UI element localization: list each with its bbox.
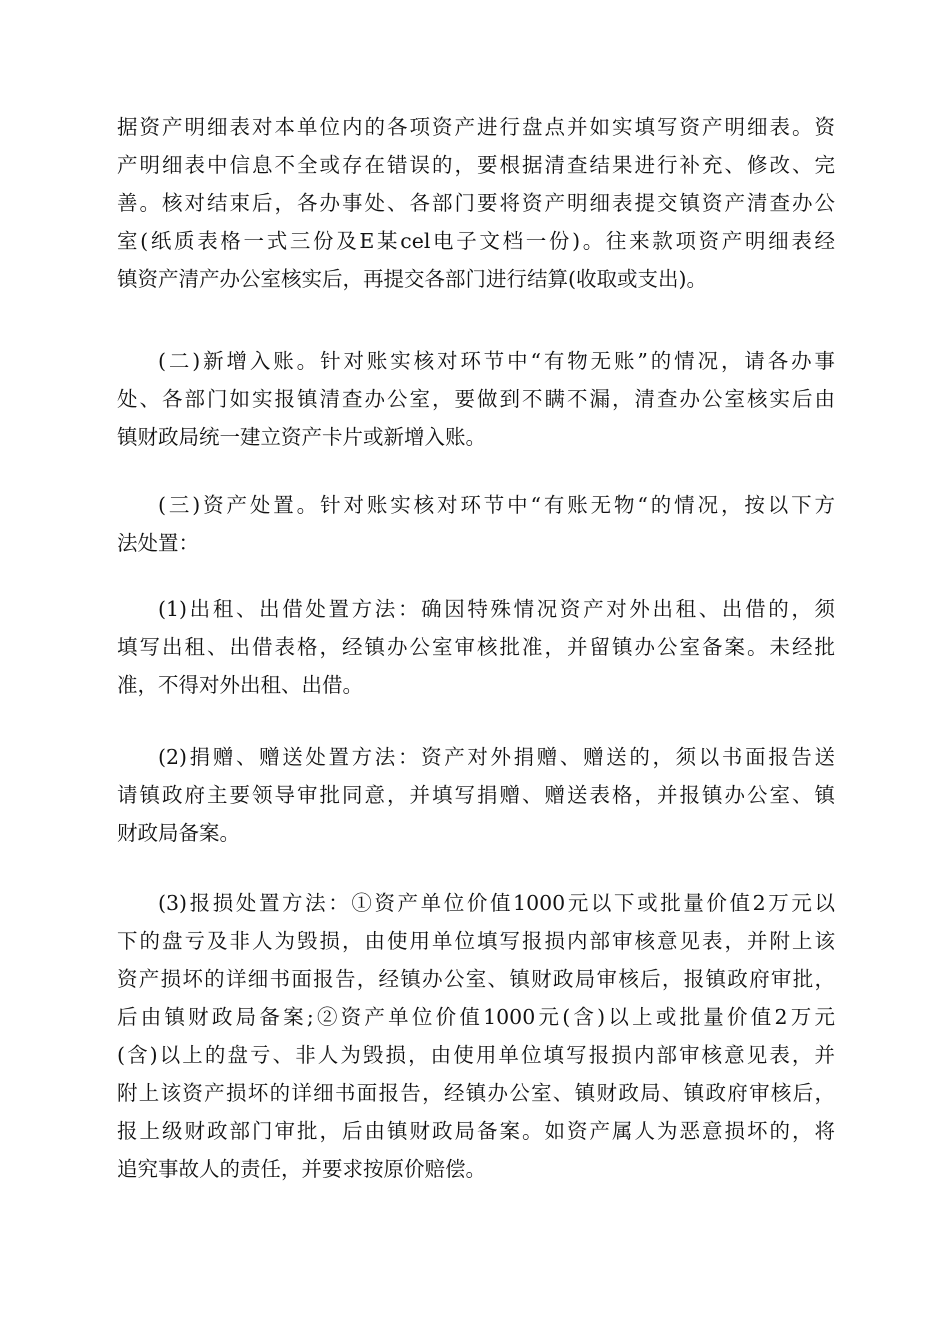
text-line: (三)资产处置。针对账实核对环节中“有账无物“的情况，按以下方	[158, 493, 835, 517]
text-line: 镇资产清产办公室核实后，再提交各部门进行结算(收取或支出)。	[117, 267, 707, 291]
paragraph-asset-disposal	[117, 486, 835, 562]
text-line: 附上该资产损坏的详细书面报告，经镇办公室、镇财政局、镇政府审核后，	[117, 1081, 835, 1105]
paragraph-continuation	[117, 108, 835, 298]
text-line: 准，不得对外出租、出借。	[117, 673, 363, 697]
text-line: 追究事故人的责任，并要求按原价赔偿。	[117, 1157, 486, 1181]
paragraph-loss-method	[117, 884, 835, 1188]
text-line: 处、各部门如实报镇清查办公室，要做到不瞒不漏，清查办公室核实后由	[117, 387, 835, 411]
text-line: (3)报损处置方法：①资产单位价值1000元以下或批量价值2万元以	[158, 891, 835, 915]
paragraph-lease-method	[117, 590, 835, 704]
text-line: 报上级财政部门审批，后由镇财政局备案。如资产属人为恶意损坏的，将	[117, 1119, 835, 1143]
text-line: (2)捐赠、赠送处置方法：资产对外捐赠、赠送的，须以书面报告送	[158, 745, 835, 769]
text-line: 财政局备案。	[117, 821, 240, 845]
text-line: 资产损坏的详细书面报告，经镇办公室、镇财政局审核后，报镇政府审批，	[117, 967, 835, 991]
paragraph-new-accounts	[117, 342, 835, 456]
text-line: (含)以上的盘亏、非人为毁损，由使用单位填写报损内部审核意见表，并	[117, 1043, 835, 1067]
text-line: 镇财政局统一建立资产卡片或新增入账。	[117, 425, 486, 449]
text-line: 请镇政府主要领导审批同意，并填写捐赠、赠送表格，并报镇办公室、镇	[117, 783, 835, 807]
text-line: 后由镇财政局备案;②资产单位价值1000元(含)以上或批量价值2万元	[117, 1005, 835, 1029]
text-line: (1)出租、出借处置方法：确因特殊情况资产对外出租、出借的，须	[158, 597, 835, 621]
text-line: 据资产明细表对本单位内的各项资产进行盘点并如实填写资产明细表。资	[117, 115, 835, 139]
text-line: 室(纸质表格一式三份及E某cel电子文档一份)。往来款项资产明细表经	[117, 229, 835, 253]
text-line: 填写出租、出借表格，经镇办公室审核批准，并留镇办公室备案。未经批	[117, 635, 835, 659]
text-line: (二)新增入账。针对账实核对环节中“有物无账”的情况，请各办事	[158, 349, 835, 373]
text-line: 产明细表中信息不全或存在错误的，要根据清查结果进行补充、修改、完	[117, 153, 835, 177]
text-line: 下的盘亏及非人为毁损，由使用单位填写报损内部审核意见表，并附上该	[117, 929, 835, 953]
paragraph-donation-method	[117, 738, 835, 852]
text-line: 法处置：	[117, 531, 199, 555]
text-line: 善。核对结束后，各办事处、各部门要将资产明细表提交镇资产清查办公	[117, 191, 835, 215]
